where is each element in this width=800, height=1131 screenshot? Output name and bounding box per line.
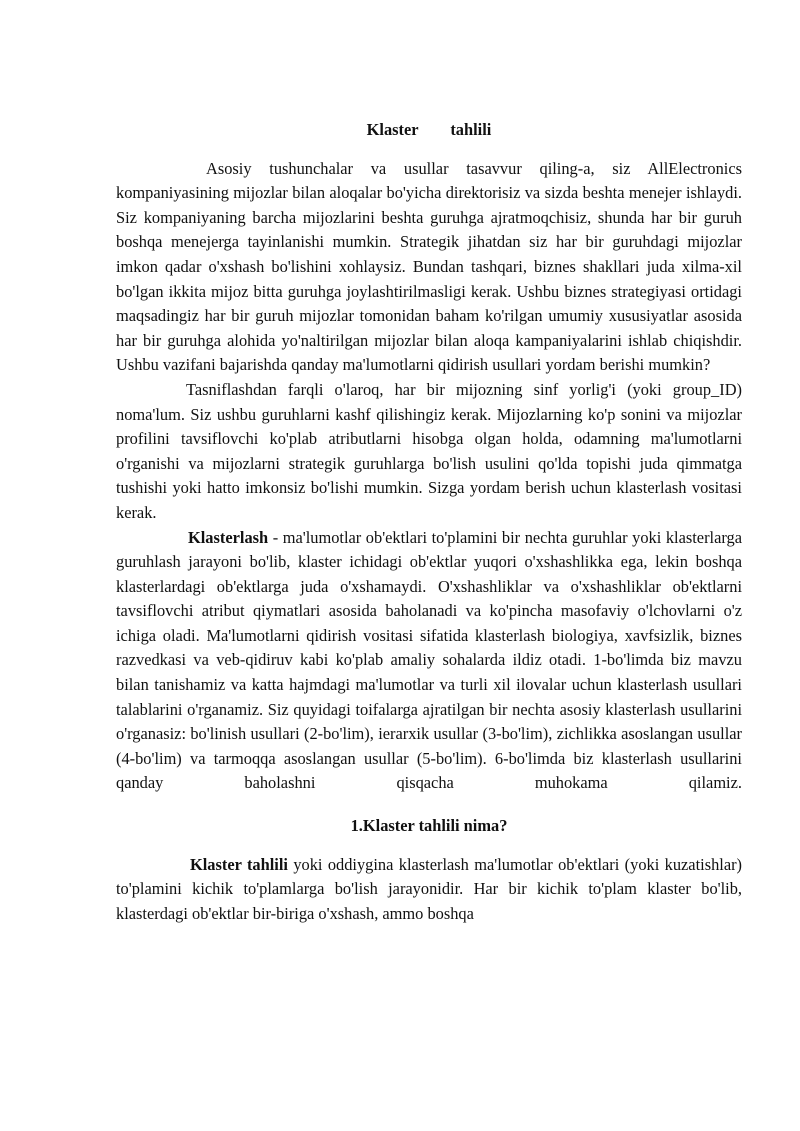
clustering-definition-text: - ma'lumotlar ob'ektlari to'plamini bir nechta guruhlar yoki klasterlarga guruhlash jarayoni bo'lib, klaster ichidagi ob'ektlar yuqori o'xshashlikka ega, lekin boshqa klasterlardagi ob'ektlarga juda o'xshamaydi. O'xshashliklar va o'xshashliklar ob'ektlarni tavsiflovchi atribut qiymatlari asosida baholanadi va ko'pincha masofaviy o'lchovlarni o'z ichiga oladi. Ma'lumotlarni qidirish vositasi sifatida klasterlash biologiya, xavfsizlik, biznes razvedkasi va veb-qidiruv kabi ko'plab amaliy sohalarda ildiz otadi. 1-bo'limda biz mavzu bilan tanishamiz va katta hajmdagi ma'lumotlar va turli xil ilovalar uchun klasterlash usullari talablarini o'rganamiz. Siz quyidagi toifalarga ajratilgan bir nechta asosiy klasterlash usullarini o'rganasiz: bo'linish usullari (2-bo'lim), ierarxik usullar (3-bo'lim), zichlikka asoslangan usullar (4-bo'lim) va tarmoqqa asoslangan usullar (5-bo'lim). 6-bo'limda biz klasterlash usullarini qanday baholashni qisqacha muhokama qilamiz. xyxy=(116,527,742,793)
paragraph-classification: Tasniflashdan farqli o'laroq, har bir mijozning sinf yorlig'i (yoki group_ID) noma'lum. Siz ushbu guruhlarni kashf qilishingiz kerak. Mijozlarning ko'p sonini va mijozlar profilini tavsiflovchi ko'plab atributlarni hisobga olgan holda, odamning ma'lumotlarni o'rganishi va mijozlarni strategik guruhlarga bo'lish usulini qo'lda topishi juda qimmatga tushishi yoki hatto imkonsiz bo'lishi mumkin. Sizga yordam berish uchun klasterlash vositasi kerak. xyxy=(116,379,742,522)
cluster-analysis-text: yoki oddiygina klasterlash ma'lumotlar ob'ektlari (yoki kuzatishlar) to'plamini kichik to'plamlarga bo'lish jarayonidir. Har bir kichik to'plam klaster bo'lib, klasterdagi ob'ektlar bir-biriga o'xshash, ammo boshqa xyxy=(116,854,743,923)
section-heading: 1.Klaster tahlili nima? xyxy=(350,816,508,836)
paragraph-cluster-analysis xyxy=(116,853,742,927)
term-klasterlash: Klasterlash xyxy=(188,527,269,547)
document-title: Klaster tahlili xyxy=(366,120,492,139)
term-klaster-tahlili: Klaster tahlili xyxy=(190,854,288,874)
paragraph-clustering-definition xyxy=(116,526,742,797)
paragraph-intro: Asosiy tushunchalar va usullar tasavvur qiling-a, siz AllElectronics kompaniyasining mijozlar bilan aloqalar bo'yicha direktorisiz va sizda beshta menejer ishlaydi. Siz kompaniyaning barcha mijozlarini beshta guruhga ajratmoqchisiz, shunda har bir guruh boshqa menejerga tayinlanishi mumkin. Strategik jihatdan siz har bir guruhdagi mijozlar imkon qadar o'xshash bo'lishini xohlaysiz. Bundan tashqari, biznes shakllari juda xilma-xil bo'lgan ikkita mijoz bitta guruhga joylashtirilmasligi kerak. Ushbu biznes strategiyasi ortidagi maqsadingiz har bir guruh mijozlar tomonidan baham ko'rilgan umumiy xususiyatlar asosida har bir guruhga alohida yo'naltirilgan mijozlar bilan aloqa kampaniyalarini ishlab chiqishdir. Ushbu vazifani bajarishda qanday ma'lumotlarni qidirish usullari yordam berishi mumkin? xyxy=(116,158,742,375)
document-page xyxy=(116,118,742,926)
